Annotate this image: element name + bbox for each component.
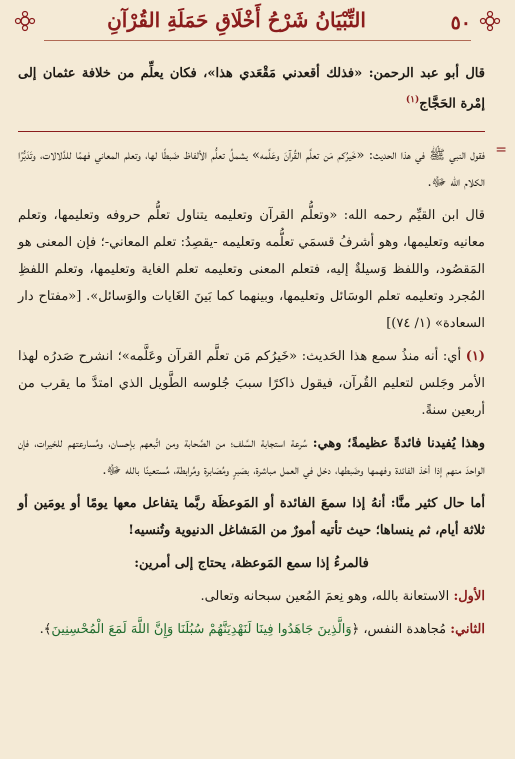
- contrast-paragraph: [18, 490, 485, 544]
- benefit-paragraph: [18, 430, 485, 484]
- footnote-ref: (١): [405, 95, 420, 105]
- page-header: [0, 0, 515, 52]
- need-paragraph: فالمرءُ إذا سمع المَوعظة، يحتاج إلى أمرين:: [134, 556, 369, 572]
- second-point-block: [18, 616, 485, 643]
- page-number: ٥٠: [450, 12, 471, 34]
- first-point-block: [18, 583, 485, 610]
- contrast-text: أنهُ إذا سمعَ الفائدة أو المَوعظَة ربَّما يتفاعل معها يومًا أو يومَين أو ثلاثة أيام، ثم ينساها؛ حيث تأتيه أمورٌ من المَشاغل الدنيوية وتُنسيه!: [18, 496, 485, 539]
- footnote-text: أي: أنه منذُ سمع هذا الحَديث: «خَيرُكم مَن تعلَّم القرآن وعَلَّمه»؛ انشرح صَدرُه لهذا الأمر وجَلس لتعليم القُرآن، فيقول ذاكرًا سببَ جُلوسه الطَّويل الذي امتدَّ ما يقرب من أربعين سنةً.: [18, 349, 485, 419]
- floral-ornament-icon: [14, 10, 36, 32]
- commentary-block: [18, 142, 507, 196]
- first-text: الاستعانة بالله، وهو نِعمَ المُعين سبحانه وتعالى.: [200, 589, 450, 605]
- benefit-block: [18, 430, 485, 484]
- commentary-paragraph-1: فقول النبي ﷺ في هذا الحديث: «خَيرُكم مَن تعلَّم القُرآنَ وعَلَّمه» يشملُ تعلُّم الألفاظ ضَبطًا لها، وتعلم المعاني فهمًا للدَّلالات، وتَدَبُّرًا الكلام الله ﷻ.: [18, 148, 485, 191]
- quran-verse: وَالَّذِينَ جَاهَدُوا فِينَا لَنَهْدِيَنَّهُمْ سُبُلَنَا وَإِنَّ اللَّهَ لَمَعَ الْمُحْسِنِينَ: [51, 622, 352, 638]
- margin-marker: =: [495, 142, 507, 159]
- footnote-marker: (١): [465, 349, 485, 365]
- running-title: التِّبْيَانُ شَرْحُ أَخْلَاقِ حَمَلَةِ القُرْآنِ: [107, 8, 366, 32]
- second-close: ﴾.: [39, 622, 52, 638]
- need-block: [18, 550, 485, 577]
- floral-ornament-icon: [479, 10, 501, 32]
- benefit-text: سُرعة استجابة السَّلف؛ من الصَّحابة ومن اتَّبعهم بإحسان، ومُسارعتهم للخيرات، فإن الواحدَ منهم إذا أخذ الفائدة وفهمها وضَبطها، دخل في العمل مباشرة، بصَبرٍ ومُصَابرة ومُرابطة، مُستعينًا بالله ﷻ.: [18, 436, 485, 479]
- commentary-paragraph-2: قال ابن القيِّم رحمه الله: «وتعلُّم القرآن وتعليمه يتناول تعلُّم حروفه وتعليمها، وتعلم معانيه وتعليمها، وهو أشرفُ قسمَي تعلُّمه وتعليمه -يقصِدُ: تعلم المعاني-؛ فإن المعنى هو المَقصُود، واللفظ وَسيلةٌ إليه، فتعلم المعنى وتعليمه تعلم الغاية وتعليمها، وتعلم اللفظِ المُجرد وتعليمه تعلم الوسَائل وتعليمها، وبينهما كما بَينَ الغَايات والوَسائل». [«مفتاح دار السعادة» (١/ ٧٤)]: [18, 208, 485, 332]
- first-label: الأول:: [453, 589, 485, 605]
- second-label: الثاني:: [450, 622, 485, 638]
- footnote-paragraph: [18, 343, 485, 424]
- footnote-block: [18, 343, 485, 424]
- page-body: [18, 60, 507, 649]
- intro-paragraph: [18, 60, 485, 117]
- intro-text: قال أبو عبد الرحمن: «فذلك أقعدني مَقْعَدي هذا»، فكان يعلِّم من خلافة عثمان إلى إمْرة الحَجَّاج: [18, 66, 485, 112]
- contrast-lead: أما حال كثير منَّا:: [390, 496, 485, 512]
- header-divider: [44, 40, 471, 41]
- second-point: [18, 616, 485, 643]
- first-point: [18, 583, 485, 610]
- second-text: مُجاهدة النفس، ﴿: [351, 622, 447, 638]
- commentary-block-2: [18, 202, 485, 337]
- benefit-lead: وهذا يُفيدنا فائدةً عظيمةً؛ وهي:: [312, 436, 486, 452]
- contrast-block: [18, 490, 485, 544]
- section-divider: [18, 131, 485, 132]
